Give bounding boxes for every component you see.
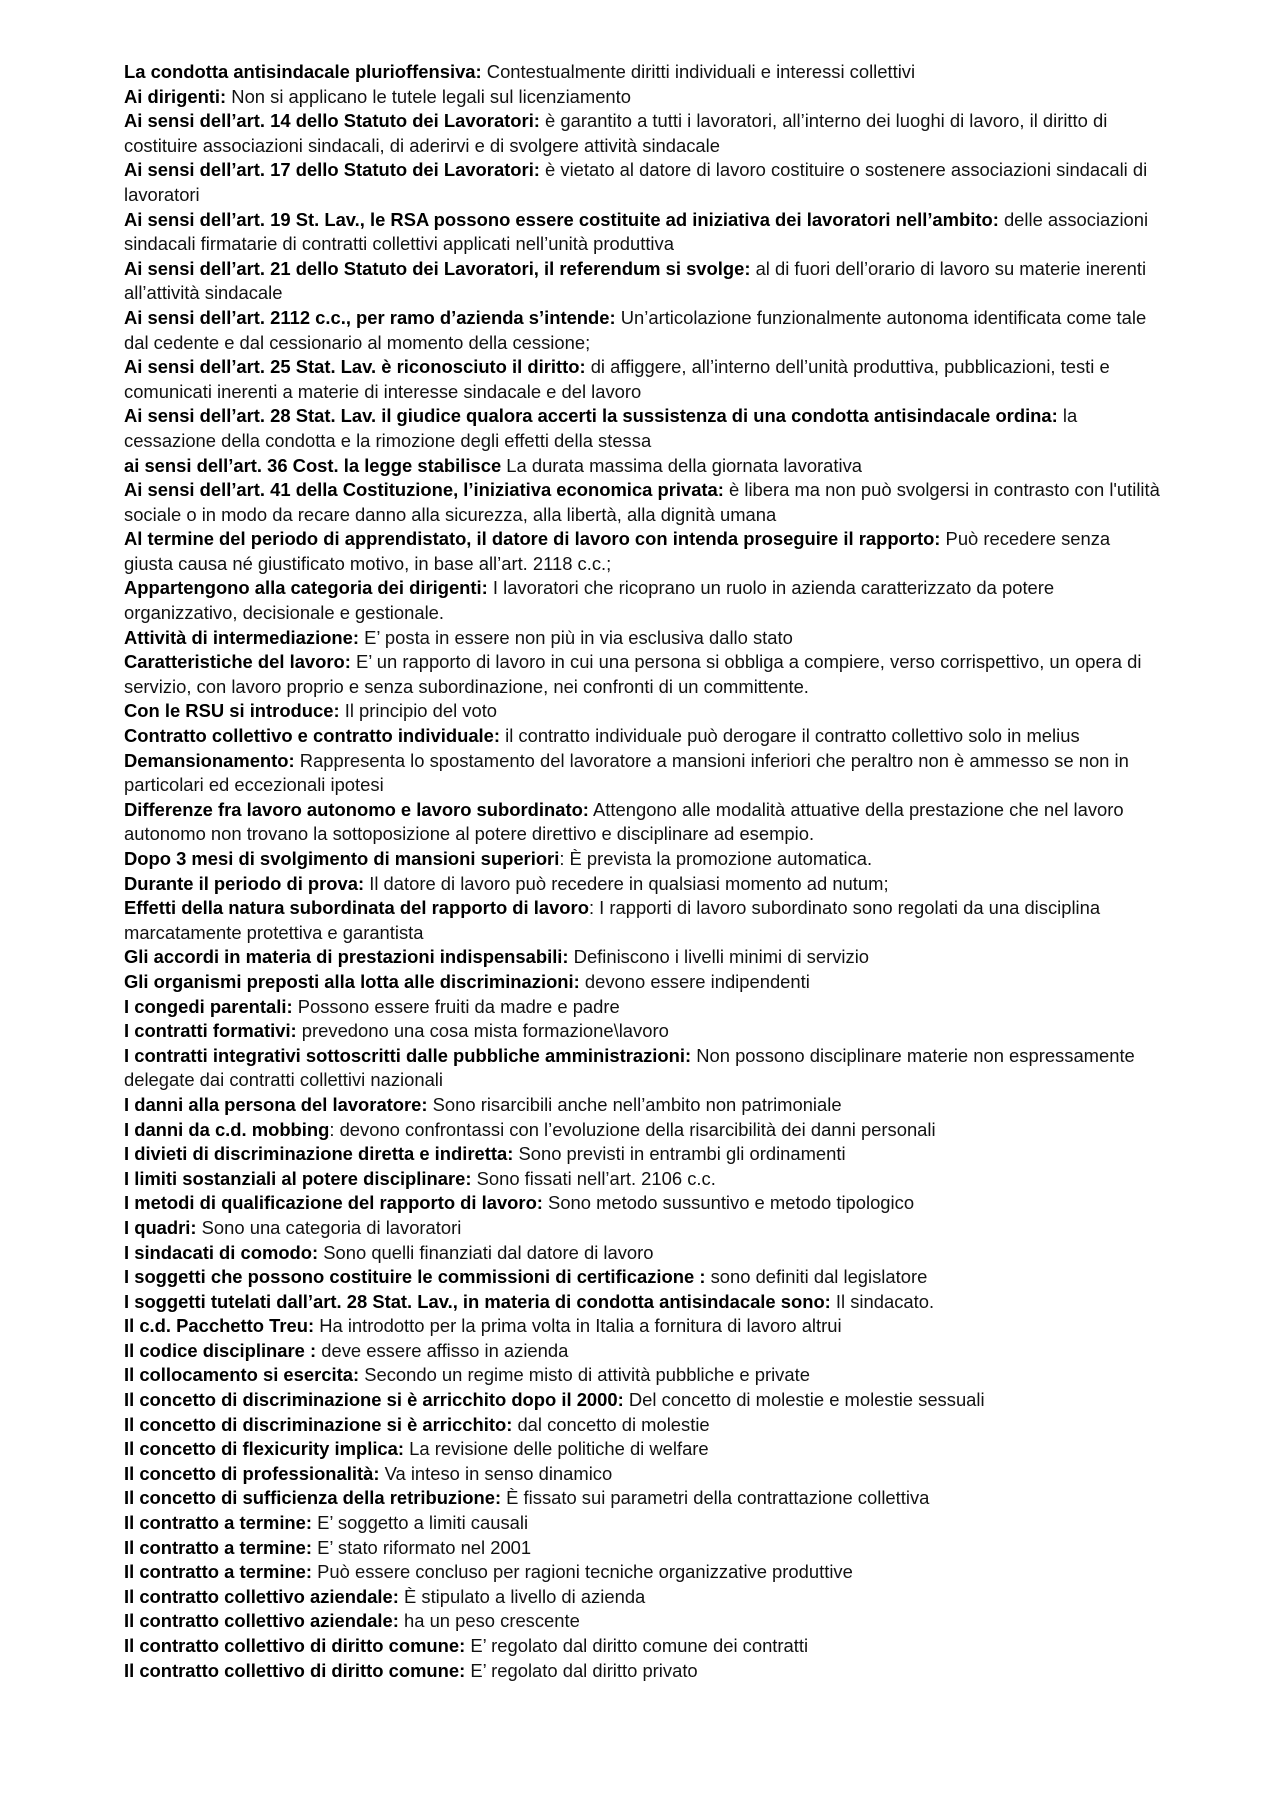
entry-question: Ai sensi dell’art. 25 Stat. Lav. è riconosciuto il diritto:: [124, 356, 586, 378]
entry-question: Effetti della natura subordinata del rapporto di lavoro: [124, 897, 589, 919]
entry-answer: E’ soggetto a limiti causali: [312, 1512, 529, 1534]
entry-answer: il contratto individuale può derogare il contratto collettivo solo in melius: [500, 725, 1080, 747]
qa-entry: [124, 1314, 1164, 1339]
qa-entry: [124, 798, 1164, 847]
entry-question: Demansionamento:: [124, 749, 295, 771]
entry-question: I contratti formativi:: [124, 1020, 297, 1042]
qa-entry: [124, 896, 1164, 945]
entry-question: Appartengono alla categoria dei dirigenti:: [124, 577, 488, 599]
qa-entry: [124, 1339, 1164, 1364]
entry-question: I limiti sostanziali al potere disciplinare:: [124, 1167, 472, 1189]
entry-question: Il c.d. Pacchetto Treu:: [124, 1315, 315, 1337]
entry-question: Il concetto di sufficienza della retribuzione:: [124, 1487, 502, 1509]
qa-entry: [124, 60, 1164, 85]
entry-answer: Non si applicano le tutele legali sul licenziamento: [226, 85, 631, 107]
entry-answer: Contestualmente diritti individuali e interessi collettivi: [481, 61, 916, 82]
entry-answer: Rappresenta lo spostamento del lavoratore a mansioni inferiori che peraltro non è ammesso se non in particolari ed eccezionali ipotesi: [124, 749, 1129, 796]
qa-entry: [124, 1142, 1164, 1167]
qa-entry: [124, 1634, 1164, 1659]
entry-answer: Sono metodo sussuntivo e metodo tipologico: [542, 1192, 915, 1214]
entry-question: Caratteristiche del lavoro:: [124, 651, 351, 673]
entry-question: Il contratto collettivo aziendale:: [124, 1610, 399, 1632]
entry-answer: la cessazione della condotta e la rimozione degli effetti della stessa: [124, 405, 1078, 451]
qa-entry: [124, 1093, 1164, 1118]
entry-question: Il codice disciplinare :: [124, 1339, 317, 1361]
entry-answer: è garantito a tutti i lavoratori, all’interno dei luoghi di lavoro, il diritto di costituire associazioni sindacali, di aderirvi e di svolgere attività sindacale: [124, 110, 1108, 156]
entry-answer: Ha introdotto per la prima volta in Italia a fornitura di lavoro altrui: [314, 1315, 842, 1337]
entry-question: I soggetti che possono costituire le commissioni di certificazione :: [124, 1266, 706, 1288]
entry-question: I quadri:: [124, 1216, 197, 1238]
entry-question: Ai sensi dell’art. 41 della Costituzione, l’iniziativa economica privata:: [124, 479, 724, 501]
qa-entry: [124, 1413, 1164, 1438]
entry-answer: sono definiti dal legislatore: [705, 1266, 928, 1288]
qa-entry: [124, 1609, 1164, 1634]
qa-entry: [124, 1167, 1164, 1192]
entry-question: Il contratto a termine:: [124, 1561, 313, 1583]
qa-entry: [124, 1216, 1164, 1241]
entry-question: I soggetti tutelati dall’art. 28 Stat. Lav., in materia di condotta antisindacale sono:: [124, 1290, 831, 1312]
entry-question: Ai sensi dell’art. 19 St. Lav., le RSA possono essere costituite ad iniziativa dei lavoratori nell’ambito:: [124, 208, 999, 230]
qa-entry: [124, 1437, 1164, 1462]
entry-answer: Attengono alle modalità attuative della prestazione che nel lavoro autonomo non trovano la sottoposizione al potere direttivo e disciplinare ad esempio.: [124, 798, 1124, 845]
entry-question: I contratti integrativi sottoscritti dalle pubbliche amministrazioni:: [124, 1044, 692, 1066]
entry-answer: Il sindacato.: [830, 1290, 935, 1312]
entry-answer: Il principio del voto: [339, 700, 498, 722]
entry-question: Il concetto di flexicurity implica:: [124, 1438, 405, 1460]
entry-answer: è vietato al datore di lavoro costituire o sostenere associazioni sindacali di lavoratori: [124, 159, 1148, 205]
entry-answer: ha un peso crescente: [398, 1610, 580, 1632]
qa-entry: [124, 478, 1164, 527]
entry-answer: È stipulato a livello di azienda: [398, 1585, 646, 1607]
qa-entry: [124, 970, 1164, 995]
entry-question: Il contratto collettivo di diritto comune:: [124, 1635, 466, 1656]
entry-question: Il concetto di discriminazione si è arricchito dopo il 2000:: [124, 1389, 624, 1411]
qa-entry: [124, 1241, 1164, 1266]
entry-answer: Può essere concluso per ragioni tecniche organizzative produttive: [312, 1561, 853, 1583]
qa-entry: [124, 404, 1164, 453]
entry-question: Il contratto collettivo di diritto comune:: [124, 1659, 466, 1681]
qa-entry: [124, 1388, 1164, 1413]
qa-entry: [124, 1118, 1164, 1143]
entry-question: Ai sensi dell’art. 2112 c.c., per ramo d’azienda s’intende:: [124, 306, 616, 328]
entry-answer: di affiggere, all’interno dell’unità produttiva, pubblicazioni, testi e comunicati inerenti a materie di interesse sindacale e del lavoro: [124, 356, 1110, 402]
entry-question: Ai sensi dell’art. 28 Stat. Lav. il giudice qualora accerti la sussistenza di una condotta antisindacale ordina:: [124, 405, 1058, 427]
entry-answer: Possono essere fruiti da madre e padre: [292, 995, 620, 1017]
entry-answer: dal concetto di molestie: [512, 1413, 710, 1435]
entry-answer: E’ regolato dal diritto comune dei contratti: [465, 1635, 809, 1656]
entry-question: Durante il periodo di prova:: [124, 872, 365, 894]
qa-entry: [124, 1265, 1164, 1290]
entry-answer: Sono fissati nell’art. 2106 c.c.: [471, 1167, 716, 1189]
entry-question: I danni da c.d. mobbing: [124, 1118, 330, 1140]
entry-question: Ai sensi dell’art. 21 dello Statuto dei Lavoratori, il referendum si svolge:: [124, 257, 751, 279]
qa-entry: [124, 1363, 1164, 1388]
qa-entry: [124, 306, 1164, 355]
qa-entry: [124, 527, 1164, 576]
entry-question: Ai sensi dell’art. 17 dello Statuto dei Lavoratori:: [124, 159, 540, 181]
qa-entry: [124, 1536, 1164, 1561]
entry-question: I danni alla persona del lavoratore:: [124, 1093, 428, 1115]
entry-answer: Definiscono i livelli minimi di servizio: [568, 946, 870, 968]
entry-question: Ai dirigenti:: [124, 85, 227, 107]
entry-question: I metodi di qualificazione del rapporto di lavoro:: [124, 1192, 543, 1214]
qa-entry: [124, 257, 1164, 306]
entry-question: Il contratto collettivo aziendale:: [124, 1585, 399, 1607]
qa-entry: [124, 749, 1164, 798]
document-page: [124, 60, 1164, 1683]
entry-answer: Va inteso in senso dinamico: [379, 1462, 613, 1484]
entry-question: Il contratto a termine:: [124, 1536, 313, 1558]
entry-answer: Non possono disciplinare materie non espressamente delegate dai contratti collettivi nazionali: [124, 1044, 1135, 1091]
entry-answer: delle associazioni sindacali firmatarie di contratti collettivi applicati nell’unità produttiva: [124, 208, 1149, 255]
entry-answer: E’ regolato dal diritto privato: [465, 1659, 698, 1681]
entry-question: ai sensi dell’art. 36 Cost. la legge stabilisce: [124, 454, 502, 476]
qa-entry: [124, 995, 1164, 1020]
qa-entry: [124, 872, 1164, 897]
entry-question: Ai sensi dell’art. 14 dello Statuto dei Lavoratori:: [124, 110, 540, 132]
entry-answer: Sono una categoria di lavoratori: [196, 1216, 462, 1238]
entry-question: Differenze fra lavoro autonomo e lavoro subordinato:: [124, 798, 589, 820]
qa-entry: [124, 1560, 1164, 1585]
entry-answer: è libera ma non può svolgersi in contrasto con l'utilità sociale o in modo da recare danno alla sicurezza, alla libertà, alla dignità umana: [124, 479, 1160, 525]
entry-question: Attività di intermediazione:: [124, 626, 360, 648]
qa-entry: [124, 1290, 1164, 1315]
entry-answer: È fissato sui parametri della contrattazione collettiva: [501, 1487, 930, 1509]
entry-answer: : devono confrontassi con l’evoluzione della risarcibilità dei danni personali: [329, 1118, 936, 1140]
entry-answer: Un’articolazione funzionalmente autonoma identificata come tale dal cedente e dal cessionario al momento della cessione;: [124, 306, 1147, 353]
entry-answer: : È prevista la promozione automatica.: [559, 848, 873, 869]
entry-answer: prevedono una cosa mista formazione\lavoro: [296, 1020, 669, 1042]
entry-question: Al termine del periodo di apprendistato, il datore di lavoro con intenda proseguire il rapporto:: [124, 528, 941, 550]
qa-entry: [124, 576, 1164, 625]
qa-entry: [124, 1462, 1164, 1487]
qa-entry: [124, 626, 1164, 651]
entry-question: Il concetto di professionalità:: [124, 1462, 380, 1484]
entry-answer: Sono previsti in entrambi gli ordinamenti: [513, 1143, 846, 1165]
entry-answer: al di fuori dell’orario di lavoro su materie inerenti all’attività sindacale: [124, 257, 1147, 304]
entry-answer: Del concetto di molestie e molestie sessuali: [623, 1389, 985, 1411]
qa-entry: [124, 109, 1164, 158]
entry-question: La condotta antisindacale plurioffensiva:: [124, 61, 482, 82]
entry-answer: E’ posta in essere non più in via esclusiva dallo stato: [359, 626, 793, 648]
entry-question: Gli organismi preposti alla lotta alle discriminazioni:: [124, 970, 580, 992]
entry-question: Contratto collettivo e contratto individuale:: [124, 725, 501, 747]
qa-entry: [124, 85, 1164, 110]
entry-question: I congedi parentali:: [124, 995, 293, 1017]
entry-question: Il collocamento si esercita:: [124, 1364, 360, 1386]
entry-answer: La revisione delle politiche di welfare: [404, 1438, 709, 1460]
entry-answer: : I rapporti di lavoro subordinato sono regolati da una disciplina marcatamente protettiva e garantista: [124, 897, 1101, 943]
entry-question: Il concetto di discriminazione si è arricchito:: [124, 1413, 513, 1435]
entry-answer: I lavoratori che ricoprano un ruolo in azienda caratterizzato da potere organizzativo, decisionale e gestionale.: [124, 577, 1055, 624]
qa-entry: [124, 1486, 1164, 1511]
entry-question: I sindacati di comodo:: [124, 1241, 319, 1263]
qa-entry: [124, 650, 1164, 699]
qa-entry: [124, 208, 1164, 257]
entry-answer: E’ un rapporto di lavoro in cui una persona si obbliga a compiere, verso corrispettivo, un opera di servizio, con lavoro proprio e senza subordinazione, nei confronti di un committente.: [124, 651, 1142, 697]
entry-answer: Il datore di lavoro può recedere in qualsiasi momento ad nutum;: [364, 872, 889, 894]
qa-entry: [124, 1191, 1164, 1216]
qa-entry: [124, 847, 1164, 872]
entry-question: I divieti di discriminazione diretta e indiretta:: [124, 1143, 514, 1165]
entry-question: Il contratto a termine:: [124, 1512, 313, 1534]
entry-question: Con le RSU si introduce:: [124, 700, 340, 722]
entry-question: Dopo 3 mesi di svolgimento di mansioni superiori: [124, 848, 560, 869]
entry-answer: Può recedere senza giusta causa né giustificato motivo, in base all’art. 2118 c.c.;: [124, 528, 1111, 574]
qa-entry: [124, 355, 1164, 404]
qa-entry: [124, 454, 1164, 479]
entry-answer: Sono quelli finanziati dal datore di lavoro: [318, 1241, 654, 1263]
qa-entry: [124, 1019, 1164, 1044]
entry-question: Gli accordi in materia di prestazioni indispensabili:: [124, 946, 569, 968]
entry-answer: deve essere affisso in azienda: [316, 1339, 569, 1361]
qa-entry: [124, 699, 1164, 724]
entry-answer: Secondo un regime misto di attività pubbliche e private: [359, 1364, 810, 1386]
entry-answer: E’ stato riformato nel 2001: [312, 1536, 532, 1558]
qa-entry: [124, 1585, 1164, 1610]
qa-entry: [124, 158, 1164, 207]
qa-entry: [124, 1511, 1164, 1536]
qa-entry: [124, 1659, 1164, 1684]
qa-entry: [124, 724, 1164, 749]
entry-answer: La durata massima della giornata lavorativa: [501, 454, 863, 476]
entry-answer: Sono risarcibili anche nell’ambito non patrimoniale: [427, 1093, 842, 1115]
qa-entry: [124, 945, 1164, 970]
entry-answer: devono essere indipendenti: [579, 970, 810, 992]
qa-entry: [124, 1044, 1164, 1093]
